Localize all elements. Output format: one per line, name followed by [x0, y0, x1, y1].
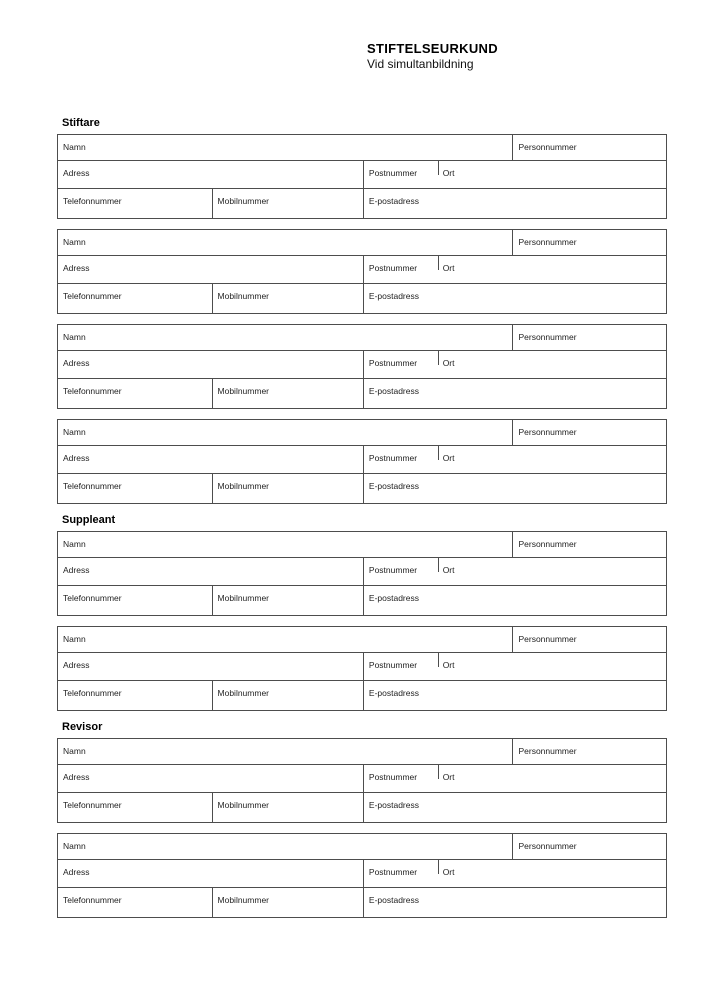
epostadress-label: E-postadress [368, 895, 419, 905]
epostadress-field[interactable] [363, 586, 666, 615]
epostadress-label: E-postadress [368, 593, 419, 603]
namn-field[interactable] [58, 627, 512, 652]
postnummer-label: Postnummer [368, 867, 418, 877]
personnummer-field[interactable] [512, 834, 666, 859]
adress-field[interactable] [58, 446, 363, 473]
block-row-address [58, 558, 666, 586]
personnummer-field[interactable] [512, 739, 666, 764]
block-row-name [58, 325, 666, 351]
ort-label: Ort [442, 565, 455, 575]
block-row-contact [58, 284, 666, 313]
mobilnummer-field[interactable] [212, 189, 363, 218]
namn-field[interactable] [58, 135, 512, 160]
mobilnummer-label: Mobilnummer [217, 688, 270, 698]
postnummer-label: Postnummer [368, 263, 418, 273]
mobilnummer-label: Mobilnummer [217, 481, 270, 491]
adress-label: Adress [63, 168, 90, 178]
epostadress-field[interactable] [363, 474, 666, 503]
epostadress-label: E-postadress [368, 386, 419, 396]
document-subtitle: Vid simultanbildning [367, 57, 474, 71]
telefonnummer-field[interactable] [58, 888, 212, 917]
epostadress-label: E-postadress [368, 481, 419, 491]
ort-field[interactable] [438, 351, 666, 378]
epostadress-field[interactable] [363, 284, 666, 313]
person-block [57, 738, 667, 823]
person-block [57, 531, 667, 616]
epostadress-field[interactable] [363, 189, 666, 218]
ort-field[interactable] [438, 161, 666, 188]
telefonnummer-label: Telefonnummer [63, 291, 122, 301]
ort-field[interactable] [438, 256, 666, 283]
form-section [57, 721, 667, 918]
adress-field[interactable] [58, 351, 363, 378]
telefonnummer-field[interactable] [58, 284, 212, 313]
postnummer-label: Postnummer [368, 168, 418, 178]
block-row-name [58, 135, 666, 161]
person-block [57, 833, 667, 918]
telefonnummer-label: Telefonnummer [63, 386, 122, 396]
block-row-address [58, 161, 666, 189]
namn-field[interactable] [58, 325, 512, 350]
adress-label: Adress [63, 358, 90, 368]
adress-field[interactable] [58, 765, 363, 792]
telefonnummer-label: Telefonnummer [63, 196, 122, 206]
form-section [57, 117, 667, 504]
block-row-name [58, 739, 666, 765]
epostadress-label: E-postadress [368, 196, 419, 206]
namn-label: Namn [63, 237, 86, 247]
postnummer-field[interactable] [363, 256, 438, 283]
block-row-address [58, 446, 666, 474]
mobilnummer-field[interactable] [212, 379, 363, 408]
mobilnummer-field[interactable] [212, 474, 363, 503]
ort-label: Ort [442, 867, 455, 877]
section-blocks [57, 738, 667, 918]
postnummer-label: Postnummer [368, 358, 418, 368]
ort-label: Ort [442, 660, 455, 670]
block-row-address [58, 860, 666, 888]
adress-label: Adress [63, 867, 90, 877]
telefonnummer-label: Telefonnummer [63, 800, 122, 810]
section-heading-revisor: Revisor [62, 721, 103, 733]
block-row-address [58, 256, 666, 284]
ort-field[interactable] [438, 446, 666, 473]
adress-label: Adress [63, 565, 90, 575]
document-title: STIFTELSEURKUND [367, 41, 498, 56]
epostadress-field[interactable] [363, 681, 666, 710]
telefonnummer-label: Telefonnummer [63, 688, 122, 698]
epostadress-label: E-postadress [368, 800, 419, 810]
postnummer-label: Postnummer [368, 660, 418, 670]
document-header [367, 42, 498, 71]
person-block [57, 134, 667, 219]
personnummer-field[interactable] [512, 325, 666, 350]
ort-field[interactable] [438, 765, 666, 792]
namn-label: Namn [63, 746, 86, 756]
ort-label: Ort [442, 453, 455, 463]
block-row-contact [58, 474, 666, 503]
adress-label: Adress [63, 772, 90, 782]
telefonnummer-field[interactable] [58, 586, 212, 615]
telefonnummer-label: Telefonnummer [63, 481, 122, 491]
telefonnummer-field[interactable] [58, 474, 212, 503]
namn-label: Namn [63, 332, 86, 342]
postnummer-field[interactable] [363, 653, 438, 680]
adress-field[interactable] [58, 653, 363, 680]
namn-field[interactable] [58, 532, 512, 557]
block-row-name [58, 420, 666, 446]
block-row-address [58, 653, 666, 681]
telefonnummer-label: Telefonnummer [63, 593, 122, 603]
epostadress-label: E-postadress [368, 291, 419, 301]
postnummer-field[interactable] [363, 558, 438, 585]
ort-field[interactable] [438, 653, 666, 680]
mobilnummer-label: Mobilnummer [217, 895, 270, 905]
mobilnummer-field[interactable] [212, 793, 363, 822]
block-row-contact [58, 189, 666, 218]
namn-field[interactable] [58, 739, 512, 764]
namn-label: Namn [63, 634, 86, 644]
personnummer-field[interactable] [512, 420, 666, 445]
ort-label: Ort [442, 772, 455, 782]
person-block [57, 324, 667, 409]
block-row-name [58, 532, 666, 558]
mobilnummer-label: Mobilnummer [217, 800, 270, 810]
epostadress-label: E-postadress [368, 688, 419, 698]
personnummer-label: Personnummer [518, 841, 577, 851]
section-blocks [57, 531, 667, 711]
postnummer-field[interactable] [363, 161, 438, 188]
personnummer-label: Personnummer [518, 142, 577, 152]
person-block [57, 626, 667, 711]
section-heading-stiftare: Stiftare [62, 117, 100, 129]
namn-label: Namn [63, 539, 86, 549]
ort-label: Ort [442, 263, 455, 273]
personnummer-label: Personnummer [518, 539, 577, 549]
block-row-contact [58, 586, 666, 615]
ort-label: Ort [442, 168, 455, 178]
epostadress-field[interactable] [363, 379, 666, 408]
adress-field[interactable] [58, 860, 363, 887]
personnummer-field[interactable] [512, 532, 666, 557]
namn-field[interactable] [58, 834, 512, 859]
personnummer-label: Personnummer [518, 332, 577, 342]
form-section [57, 514, 667, 711]
personnummer-label: Personnummer [518, 634, 577, 644]
postnummer-field[interactable] [363, 860, 438, 887]
block-row-contact [58, 681, 666, 710]
telefonnummer-field[interactable] [58, 681, 212, 710]
block-row-name [58, 627, 666, 653]
mobilnummer-label: Mobilnummer [217, 593, 270, 603]
personnummer-field[interactable] [512, 627, 666, 652]
adress-field[interactable] [58, 558, 363, 585]
mobilnummer-label: Mobilnummer [217, 196, 270, 206]
mobilnummer-label: Mobilnummer [217, 291, 270, 301]
adress-label: Adress [63, 263, 90, 273]
form-content [57, 115, 667, 928]
namn-label: Namn [63, 841, 86, 851]
ort-label: Ort [442, 358, 455, 368]
namn-label: Namn [63, 142, 86, 152]
adress-field[interactable] [58, 256, 363, 283]
personnummer-field[interactable] [512, 230, 666, 255]
namn-field[interactable] [58, 230, 512, 255]
namn-field[interactable] [58, 420, 512, 445]
postnummer-field[interactable] [363, 446, 438, 473]
block-row-contact [58, 379, 666, 408]
postnummer-field[interactable] [363, 351, 438, 378]
mobilnummer-field[interactable] [212, 888, 363, 917]
postnummer-field[interactable] [363, 765, 438, 792]
mobilnummer-field[interactable] [212, 284, 363, 313]
block-row-contact [58, 888, 666, 917]
person-block [57, 229, 667, 314]
epostadress-field[interactable] [363, 888, 666, 917]
telefonnummer-label: Telefonnummer [63, 895, 122, 905]
telefonnummer-field[interactable] [58, 189, 212, 218]
adress-field[interactable] [58, 161, 363, 188]
postnummer-label: Postnummer [368, 453, 418, 463]
mobilnummer-field[interactable] [212, 586, 363, 615]
person-block [57, 419, 667, 504]
ort-field[interactable] [438, 558, 666, 585]
postnummer-label: Postnummer [368, 565, 418, 575]
personnummer-label: Personnummer [518, 427, 577, 437]
postnummer-label: Postnummer [368, 772, 418, 782]
block-row-address [58, 765, 666, 793]
section-heading-suppleant: Suppleant [62, 514, 116, 526]
mobilnummer-label: Mobilnummer [217, 386, 270, 396]
epostadress-field[interactable] [363, 793, 666, 822]
section-blocks [57, 134, 667, 504]
block-row-address [58, 351, 666, 379]
adress-label: Adress [63, 660, 90, 670]
namn-label: Namn [63, 427, 86, 437]
personnummer-label: Personnummer [518, 237, 577, 247]
personnummer-field[interactable] [512, 135, 666, 160]
personnummer-label: Personnummer [518, 746, 577, 756]
block-row-name [58, 834, 666, 860]
block-row-name [58, 230, 666, 256]
telefonnummer-field[interactable] [58, 379, 212, 408]
telefonnummer-field[interactable] [58, 793, 212, 822]
mobilnummer-field[interactable] [212, 681, 363, 710]
ort-field[interactable] [438, 860, 666, 887]
block-row-contact [58, 793, 666, 822]
adress-label: Adress [63, 453, 90, 463]
